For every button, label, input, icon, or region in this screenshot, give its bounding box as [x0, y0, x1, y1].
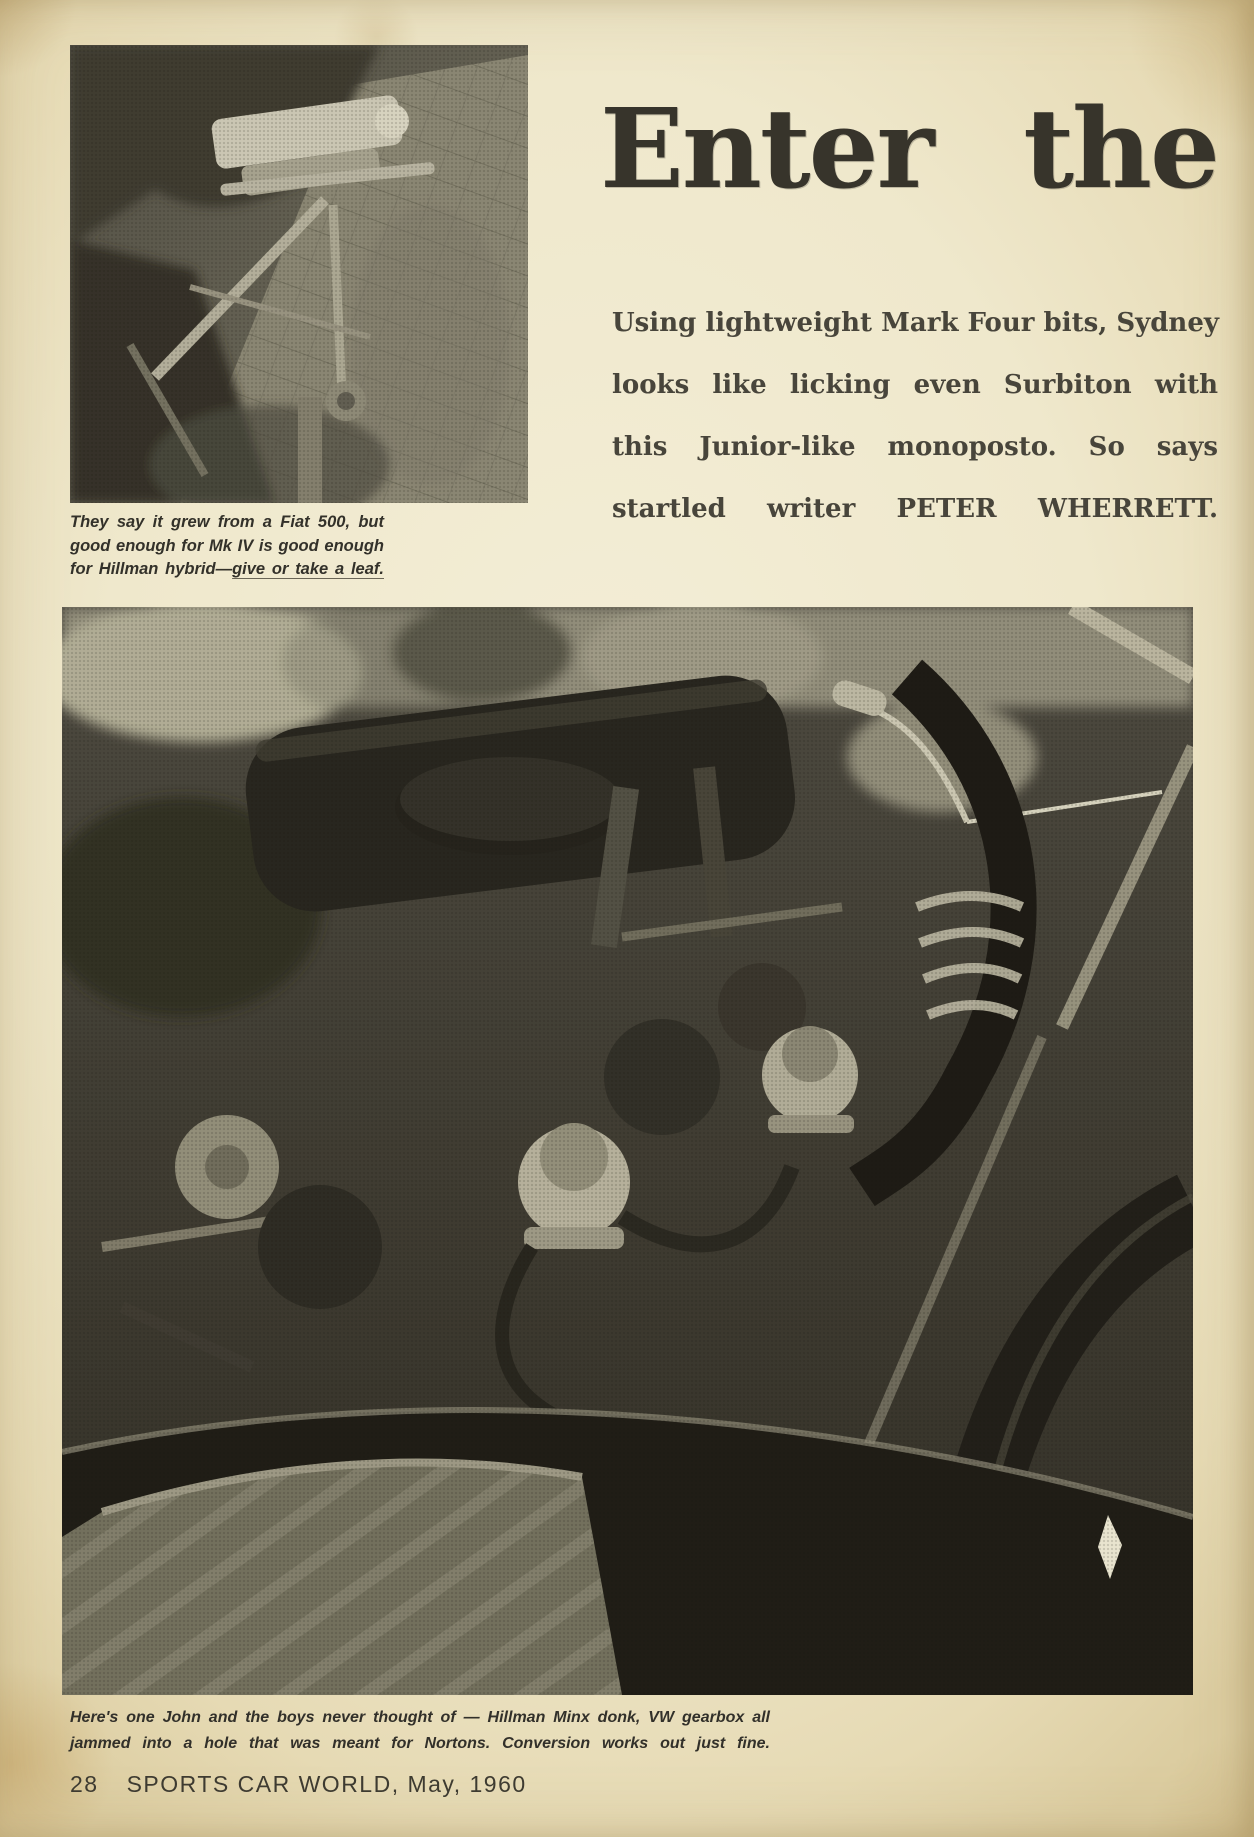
top-caption-line-3-start: for Hillman hybrid—	[70, 560, 233, 578]
magazine-title: SPORTS CAR WORLD, May, 1960	[126, 1771, 527, 1797]
page-number: 28	[70, 1771, 99, 1797]
top-caption-line-3	[70, 558, 384, 582]
top-caption-line-1: They say it grew from a Fiat 500, but	[70, 513, 384, 531]
engine-bay-photo-art	[62, 607, 1193, 1695]
headline-word-the: the	[1023, 84, 1218, 213]
top-caption-line-3-underlined: give or take a leaf.	[232, 560, 384, 578]
headline-word-enter: Enter	[600, 84, 933, 213]
engine-bay-photo	[62, 607, 1193, 1695]
main-photo-caption	[70, 1705, 770, 1757]
suspension-photo-art	[70, 45, 528, 503]
standfirst-line-3: this Junior-like monoposto. So says	[612, 432, 1218, 462]
headline	[600, 84, 1218, 213]
standfirst-line-2: looks like licking even Surbiton with	[612, 370, 1218, 400]
suspension-photo	[70, 45, 528, 503]
standfirst	[612, 292, 1218, 540]
folio	[70, 1771, 527, 1798]
top-caption-line-2: good enough for Mk IV is good enough	[70, 536, 384, 555]
standfirst-line-1: Using lightweight Mark Four bits, Sydney	[612, 308, 1219, 338]
standfirst-line-4: startled writer PETER WHERRETT.	[612, 494, 1218, 524]
main-caption-line-2: jammed into a hole that was meant for Nortons. Conversion works out just fine.	[70, 1735, 770, 1752]
main-caption-line-1: Here's one John and the boys never thought of — Hillman Minx donk, VW gearbox all	[70, 1709, 770, 1726]
top-photo-caption	[70, 511, 384, 582]
